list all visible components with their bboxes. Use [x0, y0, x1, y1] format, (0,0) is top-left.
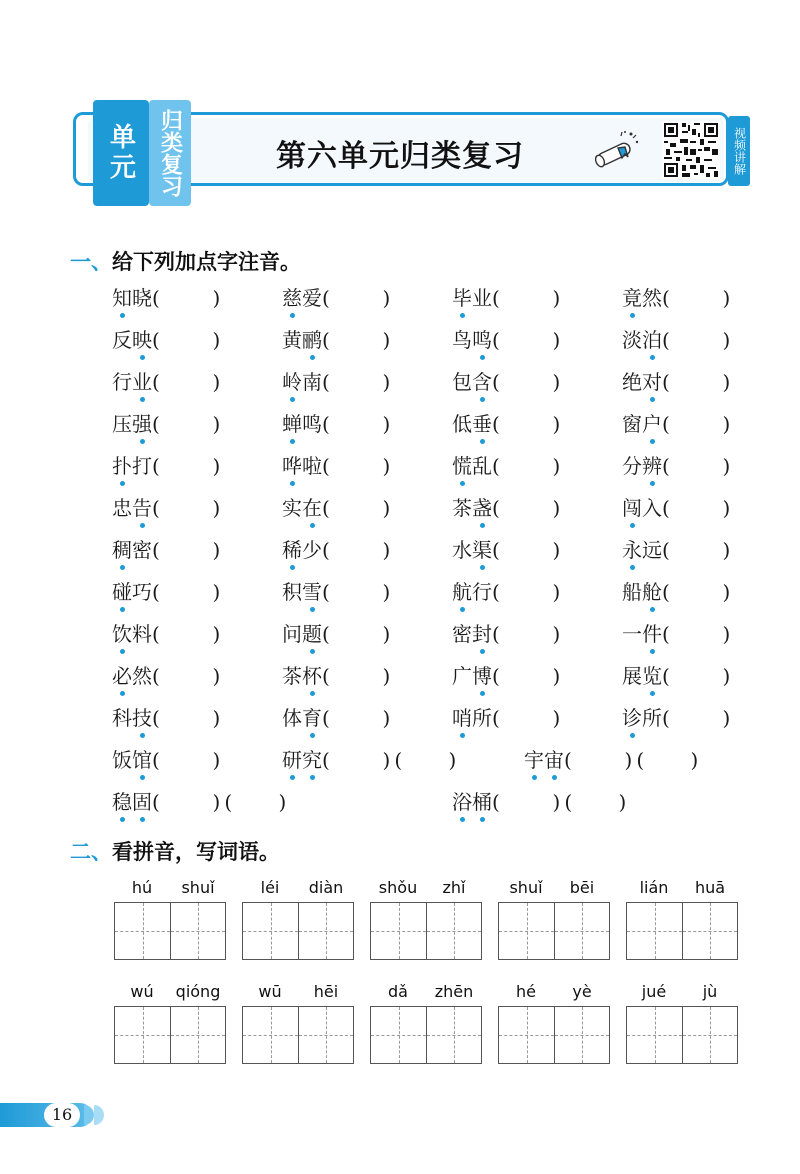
pinyin-syllable: shuǐ [181, 878, 215, 897]
dotted-character: 题 [302, 622, 322, 646]
character: 远 [642, 538, 662, 562]
dotted-character: 毕 [452, 286, 472, 310]
pinyin-answer-blank[interactable]: ( ) [152, 328, 221, 352]
video-explanation-label[interactable]: 视频讲解 [728, 116, 750, 186]
word-item [622, 452, 730, 484]
writing-cell[interactable] [170, 903, 225, 959]
tianzige-writing-box [498, 1006, 610, 1064]
character: 行 [472, 580, 492, 604]
tianzige-writing-box [242, 1006, 354, 1064]
writing-cell[interactable] [426, 1007, 481, 1063]
pinyin-answer-blank[interactable]: ( ) [662, 286, 731, 310]
word-item [112, 788, 286, 820]
dotted-character: 慌 [452, 454, 472, 478]
character: 巧 [132, 580, 152, 604]
pinyin-answer-blank[interactable]: ( ) [152, 622, 221, 646]
word-item [112, 620, 220, 652]
pinyin-answer-blank[interactable]: ( ) [224, 790, 287, 814]
pinyin-syllable: zhēn [434, 982, 474, 1001]
pinyin-answer-blank[interactable]: ( ) [152, 454, 221, 478]
section-1-number: 一、 [70, 250, 112, 274]
writing-cell[interactable] [243, 1007, 298, 1063]
word-item [452, 536, 560, 568]
pinyin-syllable: lián [639, 878, 669, 897]
character: 船 [622, 580, 642, 604]
dotted-character: 知 [112, 286, 132, 310]
pinyin-syllable: dǎ [388, 982, 408, 1001]
word-item [452, 452, 560, 484]
pinyin-answer-blank[interactable]: ( ) [492, 496, 561, 520]
pinyin-answer-blank[interactable]: ( ) [662, 580, 731, 604]
character: 水 [452, 538, 472, 562]
word-item [282, 662, 390, 694]
pinyin-answer-blank[interactable]: ( ) [662, 496, 731, 520]
dotted-character: 饮 [112, 622, 132, 646]
pinyin-word-item [114, 982, 226, 1064]
pinyin-answer-blank[interactable]: ( ) [662, 412, 731, 436]
pinyin-answer-blank[interactable]: ( ) [322, 412, 391, 436]
section-2-number: 二、 [70, 840, 112, 864]
character: 窗 [622, 412, 642, 436]
character: 茶 [452, 496, 472, 520]
word-item [622, 704, 730, 736]
character: 乱 [472, 454, 492, 478]
tianzige-writing-box [370, 1006, 482, 1064]
pinyin-answer-blank[interactable]: ( ) [322, 496, 391, 520]
pinyin-answer-blank[interactable]: ( ) [662, 538, 731, 562]
pinyin-syllable: jù [702, 982, 718, 1001]
character: 饭 [112, 748, 132, 772]
writing-cell[interactable] [682, 1007, 737, 1063]
word-item [112, 452, 220, 484]
pinyin-answer-blank[interactable]: ( ) [564, 790, 627, 814]
qr-code-icon[interactable] [662, 121, 720, 179]
word-item [622, 494, 730, 526]
pinyin-syllable: hú [131, 878, 153, 897]
pinyin-word-item [242, 878, 354, 960]
pinyin-answer-blank[interactable]: ( ) [322, 538, 391, 562]
pinyin-answer-blank[interactable]: ( ) [662, 622, 731, 646]
word-item [452, 578, 560, 610]
dotted-character: 垂 [472, 412, 492, 436]
writing-cell[interactable] [243, 903, 298, 959]
writing-cell[interactable] [170, 1007, 225, 1063]
dotted-character: 研 [282, 748, 302, 772]
pinyin-answer-blank[interactable]: ( ) [152, 580, 221, 604]
character: 晓 [132, 286, 152, 310]
dotted-character: 告 [132, 496, 152, 520]
character: 少 [302, 538, 322, 562]
pinyin-syllable: wū [258, 982, 282, 1001]
pinyin-answer-blank[interactable]: ( ) [662, 328, 731, 352]
tianzige-writing-box [626, 902, 738, 960]
dotted-character: 哗 [282, 454, 302, 478]
word-item [282, 578, 390, 610]
pinyin-answer-blank[interactable]: ( ) [152, 790, 221, 814]
pinyin-syllable: qióng [175, 982, 221, 1001]
pinyin-syllable: jué [641, 982, 667, 1001]
word-item [282, 326, 390, 358]
tianzige-writing-box [114, 1006, 226, 1064]
pinyin-answer-blank[interactable]: ( ) [322, 370, 391, 394]
diploma-scroll-icon [591, 128, 641, 174]
word-item [282, 410, 390, 442]
character: 压 [112, 412, 132, 436]
word-item [452, 494, 560, 526]
dotted-character: 鸣 [472, 328, 492, 352]
review-badge: 归类复习 [149, 100, 191, 206]
pinyin-answer-blank[interactable]: ( ) [322, 664, 391, 688]
dotted-character: 诊 [622, 706, 642, 730]
writing-cell[interactable] [371, 903, 426, 959]
pinyin-answer-blank[interactable]: ( ) [492, 412, 561, 436]
dotted-character: 稀 [282, 538, 302, 562]
pinyin-answer-blank[interactable]: ( ) [662, 706, 731, 730]
dotted-character: 固 [132, 790, 152, 814]
word-item [622, 620, 730, 652]
dotted-character: 盏 [472, 496, 492, 520]
character: 淡 [622, 328, 642, 352]
pinyin-answer-blank[interactable]: ( ) [152, 664, 221, 688]
word-item [452, 788, 626, 820]
word-item [112, 284, 220, 316]
tianzige-writing-box [626, 1006, 738, 1064]
pinyin-answer-blank[interactable]: ( ) [152, 538, 221, 562]
writing-cell[interactable] [682, 903, 737, 959]
writing-cell[interactable] [499, 903, 554, 959]
dotted-character: 稳 [112, 790, 132, 814]
writing-cell[interactable] [115, 1007, 170, 1063]
word-item [282, 746, 456, 778]
dotted-character: 鹂 [302, 328, 322, 352]
word-item [622, 662, 730, 694]
word-item [112, 746, 220, 778]
pinyin-answer-blank[interactable]: ( ) [492, 370, 561, 394]
pinyin-answer-blank[interactable]: ( ) [662, 664, 731, 688]
pinyin-answer-blank[interactable]: ( ) [152, 412, 221, 436]
pinyin-word-item [370, 982, 482, 1064]
dotted-character: 慈 [282, 286, 302, 310]
dotted-character: 含 [472, 370, 492, 394]
character: 展 [622, 664, 642, 688]
word-item [622, 578, 730, 610]
dotted-character: 蝉 [282, 412, 302, 436]
character: 爱 [302, 286, 322, 310]
character: 反 [112, 328, 132, 352]
writing-cell[interactable] [554, 1007, 609, 1063]
writing-cell[interactable] [627, 1007, 682, 1063]
pinyin-syllable: bēi [569, 878, 595, 897]
word-item [452, 326, 560, 358]
footer-chevron-2 [94, 1105, 104, 1125]
character: 分 [622, 454, 642, 478]
character: 打 [132, 454, 152, 478]
word-item [452, 284, 560, 316]
dotted-character: 究 [302, 748, 322, 772]
dotted-character: 岭 [282, 370, 302, 394]
pinyin-syllable: diàn [308, 878, 344, 897]
word-item [622, 326, 730, 358]
dotted-character: 业 [132, 370, 152, 394]
dotted-character: 舱 [642, 580, 662, 604]
writing-cell[interactable] [115, 903, 170, 959]
pinyin-answer-blank[interactable]: ( ) [322, 328, 391, 352]
unit-badge: 单元 [93, 100, 149, 206]
word-item [112, 578, 220, 610]
tianzige-writing-box [370, 902, 482, 960]
word-item [112, 368, 220, 400]
character: 密 [452, 622, 472, 646]
pinyin-answer-blank[interactable]: ( ) [322, 580, 391, 604]
character: 行 [112, 370, 132, 394]
dotted-character: 杯 [302, 664, 322, 688]
page-title: 第六单元归类复习 [276, 139, 524, 174]
pinyin-answer-blank[interactable]: ( ) [564, 748, 633, 772]
dotted-character: 浴 [452, 790, 472, 814]
word-item [282, 284, 390, 316]
word-item [282, 368, 390, 400]
pinyin-syllable: huā [694, 878, 726, 897]
dotted-character: 览 [642, 664, 662, 688]
section-1-title [70, 246, 301, 276]
character: 啦 [302, 454, 322, 478]
character: 密 [132, 538, 152, 562]
character: 黄 [282, 328, 302, 352]
word-item [452, 704, 560, 736]
section-2-title [70, 836, 280, 866]
pinyin-answer-blank[interactable]: ( ) [636, 748, 699, 772]
pinyin-word-item [242, 982, 354, 1064]
pinyin-word-item [626, 878, 738, 960]
word-item [112, 410, 220, 442]
character: 实 [282, 496, 302, 520]
dotted-character: 辨 [642, 454, 662, 478]
pinyin-answer-blank[interactable]: ( ) [152, 370, 221, 394]
character: 鸟 [452, 328, 472, 352]
dotted-character: 封 [472, 622, 492, 646]
character: 鸣 [302, 412, 322, 436]
word-item [622, 536, 730, 568]
dotted-character: 永 [622, 538, 642, 562]
footer-chevron-1 [84, 1105, 94, 1125]
pinyin-syllable: yè [572, 982, 592, 1001]
character: 南 [302, 370, 322, 394]
dotted-character: 对 [642, 370, 662, 394]
pinyin-word-item [626, 982, 738, 1064]
character: 科 [112, 706, 132, 730]
dotted-character: 泊 [642, 328, 662, 352]
pinyin-answer-blank[interactable]: ( ) [492, 286, 561, 310]
pinyin-answer-blank[interactable]: ( ) [152, 286, 221, 310]
word-item [524, 746, 698, 778]
pinyin-word-item [498, 878, 610, 960]
writing-cell[interactable] [627, 903, 682, 959]
pinyin-word-item [370, 878, 482, 960]
pinyin-answer-blank[interactable]: ( ) [322, 706, 391, 730]
character: 绝 [622, 370, 642, 394]
dotted-character: 稠 [112, 538, 132, 562]
word-item [452, 368, 560, 400]
character: 低 [452, 412, 472, 436]
pinyin-answer-blank[interactable]: ( ) [152, 748, 221, 772]
character: 然 [642, 286, 662, 310]
pinyin-syllable: wú [130, 982, 154, 1001]
word-item [282, 536, 390, 568]
dotted-character: 渠 [472, 538, 492, 562]
dotted-character: 必 [112, 664, 132, 688]
page-number: 16 [44, 1103, 80, 1127]
character: 入 [642, 496, 662, 520]
pinyin-word-item [114, 878, 226, 960]
word-item [282, 704, 390, 736]
tianzige-writing-box [242, 902, 354, 960]
pinyin-answer-blank[interactable]: ( ) [322, 286, 391, 310]
dotted-character: 碰 [112, 580, 132, 604]
word-item [622, 284, 730, 316]
pinyin-answer-blank[interactable]: ( ) [492, 454, 561, 478]
writing-cell[interactable] [499, 1007, 554, 1063]
dotted-character: 闯 [622, 496, 642, 520]
dotted-character: 雪 [302, 580, 322, 604]
pinyin-answer-blank[interactable]: ( ) [492, 538, 561, 562]
character: 包 [452, 370, 472, 394]
word-item [452, 620, 560, 652]
character: 料 [132, 622, 152, 646]
character: 问 [282, 622, 302, 646]
pinyin-answer-blank[interactable]: ( ) [662, 454, 731, 478]
word-item [452, 662, 560, 694]
word-item [452, 410, 560, 442]
pinyin-answer-blank[interactable]: ( ) [322, 622, 391, 646]
character: 体 [282, 706, 302, 730]
pinyin-syllable: shǒu [378, 878, 418, 897]
pinyin-answer-blank[interactable]: ( ) [152, 706, 221, 730]
word-item [622, 410, 730, 442]
word-item [112, 662, 220, 694]
pinyin-syllable: hēi [313, 982, 339, 1001]
pinyin-answer-blank[interactable]: ( ) [492, 580, 561, 604]
character: 一 [622, 622, 642, 646]
character: 所 [472, 706, 492, 730]
word-item [622, 368, 730, 400]
dotted-character: 映 [132, 328, 152, 352]
writing-cell[interactable] [426, 903, 481, 959]
dotted-character: 桶 [472, 790, 492, 814]
pinyin-answer-blank[interactable]: ( ) [152, 496, 221, 520]
word-item [282, 494, 390, 526]
dotted-character: 件 [642, 622, 662, 646]
pinyin-word-item [498, 982, 610, 1064]
pinyin-syllable: hé [516, 982, 536, 1001]
character: 然 [132, 664, 152, 688]
dotted-character: 航 [452, 580, 472, 604]
pinyin-syllable: zhǐ [442, 878, 466, 897]
section-1-text: 给下列加点字注音。 [112, 250, 301, 274]
character: 广 [452, 664, 472, 688]
pinyin-answer-blank[interactable]: ( ) [492, 706, 561, 730]
tianzige-writing-box [498, 902, 610, 960]
dotted-character: 技 [132, 706, 152, 730]
dotted-character: 在 [302, 496, 322, 520]
dotted-character: 馆 [132, 748, 152, 772]
writing-cell[interactable] [298, 903, 353, 959]
pinyin-answer-blank[interactable]: ( ) [492, 664, 561, 688]
pinyin-syllable: shuǐ [509, 878, 543, 897]
pinyin-answer-blank[interactable]: ( ) [322, 454, 391, 478]
section-2-text: 看拼音，写词语。 [112, 840, 280, 864]
writing-cell[interactable] [554, 903, 609, 959]
word-item [112, 536, 220, 568]
writing-cell[interactable] [371, 1007, 426, 1063]
pinyin-answer-blank[interactable]: ( ) [662, 370, 731, 394]
character: 忠 [112, 496, 132, 520]
word-item [282, 452, 390, 484]
word-item [112, 326, 220, 358]
pinyin-syllable: léi [260, 878, 280, 897]
word-item [112, 494, 220, 526]
pinyin-answer-blank[interactable]: ( ) [492, 790, 561, 814]
character: 业 [472, 286, 492, 310]
tianzige-writing-box [114, 902, 226, 960]
dotted-character: 扑 [112, 454, 132, 478]
dotted-character: 户 [642, 412, 662, 436]
character: 茶 [282, 664, 302, 688]
dotted-character: 竟 [622, 286, 642, 310]
dotted-character: 强 [132, 412, 152, 436]
dotted-character: 宇 [524, 748, 544, 772]
pinyin-answer-blank[interactable]: ( ) [492, 622, 561, 646]
dotted-character: 哨 [452, 706, 472, 730]
pinyin-answer-blank[interactable]: ( ) [492, 328, 561, 352]
pinyin-answer-blank[interactable]: ( ) [322, 748, 391, 772]
pinyin-answer-blank[interactable]: ( ) [394, 748, 457, 772]
character: 所 [642, 706, 662, 730]
word-item [112, 704, 220, 736]
writing-cell[interactable] [298, 1007, 353, 1063]
character: 积 [282, 580, 302, 604]
dotted-character: 宙 [544, 748, 564, 772]
dotted-character: 博 [472, 664, 492, 688]
dotted-character: 育 [302, 706, 322, 730]
word-item [282, 620, 390, 652]
